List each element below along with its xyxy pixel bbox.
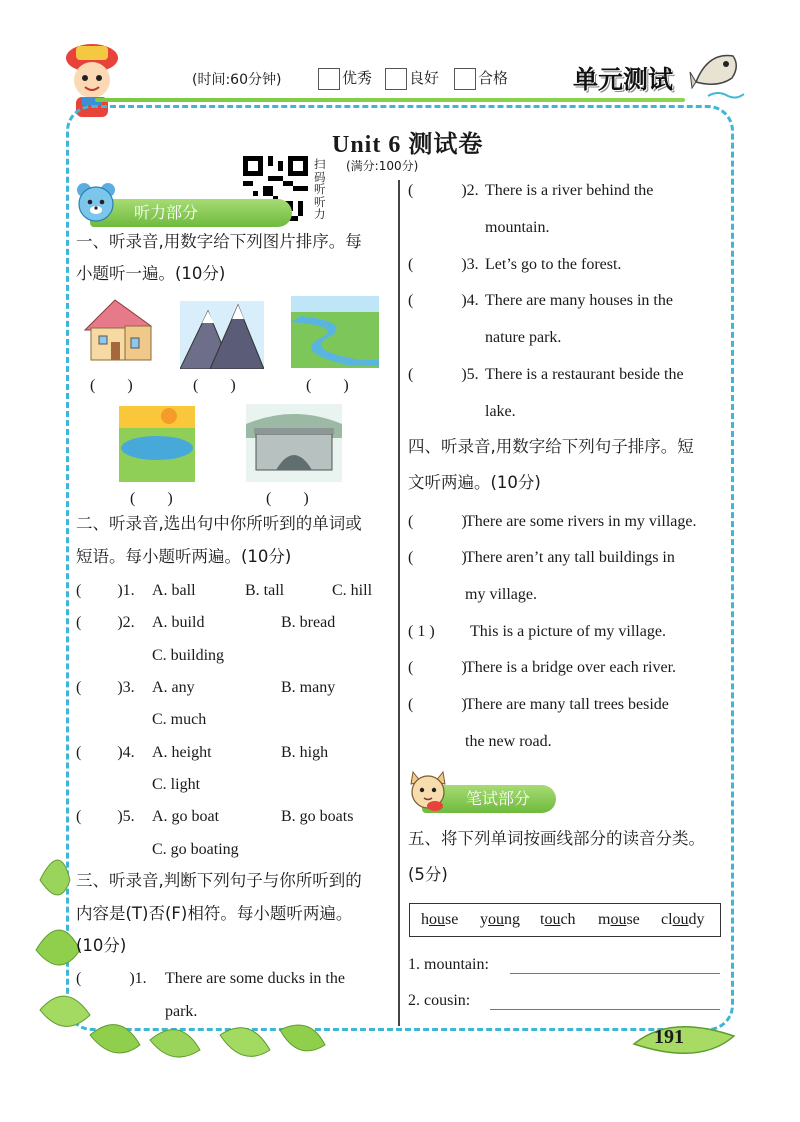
question-number[interactable]: ( )3. (408, 256, 479, 273)
unit-test-logo: 单元测试 (573, 65, 674, 94)
option-c[interactable]: C. light (152, 776, 201, 793)
question-number[interactable]: ( )5. (408, 366, 479, 383)
bear-mascot-icon (74, 180, 118, 224)
checkbox[interactable] (385, 68, 407, 90)
question-number[interactable]: ( )1. (76, 970, 147, 987)
question-number[interactable]: ( )4. (408, 292, 479, 309)
option-b[interactable]: B. many (281, 679, 336, 696)
listening-section-tag: 听力部分 (90, 199, 292, 227)
order-blank[interactable]: ( 1 ) (408, 623, 435, 640)
grade-label: 合格 (478, 69, 509, 87)
house-picture (79, 296, 159, 366)
option-c[interactable]: C. go boating (152, 841, 239, 858)
word-young: young (480, 911, 520, 928)
statement-text: lake. (485, 403, 516, 420)
checkbox[interactable] (318, 68, 340, 90)
order-blank[interactable]: ( ) (408, 696, 467, 713)
option-c[interactable]: C. much (152, 711, 207, 728)
mountain-picture (180, 301, 264, 369)
qr-label: 扫码听听力 (314, 157, 326, 221)
time-limit: (时间:60分钟) (192, 72, 282, 88)
sentence-text: This is a picture of my village. (470, 623, 666, 640)
sentence-text: There aren’t any tall buildings in (465, 549, 675, 566)
grade-good[interactable] (385, 67, 439, 90)
option-a[interactable]: A. build (152, 614, 205, 631)
question-number[interactable]: ( )3. (76, 679, 135, 696)
option-b[interactable]: B. high (281, 744, 329, 761)
question-number[interactable]: ( )2. (76, 614, 135, 631)
question-number[interactable]: ( )2. (408, 182, 479, 199)
statement-text: mountain. (485, 219, 550, 236)
sentence-text: There are many tall trees beside (465, 696, 669, 713)
option-a[interactable]: A. height (152, 744, 212, 761)
statement-text: There is a restaurant beside the (485, 366, 684, 383)
picture-answer-blank[interactable]: ( ) (306, 377, 349, 394)
statement-text: park. (165, 1003, 198, 1020)
page-number: 191 (654, 1026, 684, 1048)
sec1-heading-line1: 一、听录音,用数字给下列图片排序。每 (76, 232, 362, 251)
order-blank[interactable]: ( ) (408, 549, 467, 566)
option-c[interactable]: C. hill (332, 582, 373, 599)
cat-mascot-icon (405, 768, 451, 812)
statement-text: nature park. (485, 329, 562, 346)
answer-line[interactable] (490, 1009, 720, 1010)
writing-section-tag: 笔试部分 (422, 785, 556, 813)
sec5-heading-line1: 五、将下列单词按画线部分的读音分类。 (408, 829, 705, 848)
sec1-heading-line2: 小题听一遍。(10分) (76, 264, 226, 283)
statement-text: Let’s go to the forest. (485, 256, 622, 273)
option-a[interactable]: A. go boat (152, 808, 220, 825)
sec2-heading-line1: 二、听录音,选出句中你所听到的单词或 (76, 514, 362, 533)
picture-answer-blank[interactable]: ( ) (193, 377, 236, 394)
picture-answer-blank[interactable]: ( ) (266, 490, 309, 507)
statement-text: There are some ducks in the (165, 970, 345, 987)
grade-excellent[interactable] (318, 67, 372, 90)
order-blank[interactable]: ( ) (408, 659, 467, 676)
header-divider (95, 98, 685, 102)
full-score: (满分:100分) (346, 159, 419, 173)
word-cloudy: cloudy (661, 911, 705, 928)
sec3-heading-line1: 三、听录音,判断下列句子与你所听到的 (76, 871, 362, 890)
sec4-heading-line2: 文听两遍。(10分) (408, 473, 541, 492)
sentence-text: There are some rivers in my village. (465, 513, 697, 530)
order-blank[interactable]: ( ) (408, 513, 467, 530)
option-b[interactable]: B. tall (245, 582, 285, 599)
page-title: Unit 6 测试卷 (332, 132, 484, 158)
river-picture (291, 296, 379, 368)
question-number[interactable]: ( )1. (76, 582, 135, 599)
grade-label: 良好 (409, 69, 440, 87)
answer-line[interactable] (510, 973, 720, 974)
sec5-heading-line2: (5分) (408, 865, 448, 884)
checkbox[interactable] (454, 68, 476, 90)
bridge-picture (246, 404, 342, 482)
sentence-text: There is a bridge over each river. (465, 659, 677, 676)
fish-logo-icon (688, 42, 748, 102)
sec3-heading-line3: (10分) (76, 936, 127, 955)
sec2-heading-line2: 短语。每小题听两遍。(10分) (76, 547, 292, 566)
word-mouse: mouse (598, 911, 640, 928)
sentence-text: my village. (465, 586, 537, 603)
sentence-text: the new road. (465, 733, 552, 750)
classify-q2-label: 2. cousin: (408, 992, 471, 1009)
statement-text: There is a river behind the (485, 182, 654, 199)
grade-pass[interactable] (454, 67, 508, 90)
column-divider (398, 180, 400, 1026)
option-a[interactable]: A. any (152, 679, 195, 696)
lake-picture (119, 406, 195, 482)
grade-label: 优秀 (342, 69, 373, 87)
statement-text: There are many houses in the (485, 292, 673, 309)
option-a[interactable]: A. ball (152, 582, 196, 599)
sec3-heading-line2: 内容是(T)否(F)相符。每小题听两遍。 (76, 904, 353, 923)
word-touch: touch (540, 911, 576, 928)
option-c[interactable]: C. building (152, 647, 225, 664)
classify-q1-label: 1. mountain: (408, 956, 489, 973)
picture-answer-blank[interactable]: ( ) (130, 490, 173, 507)
word-house: house (421, 911, 459, 928)
question-number[interactable]: ( )4. (76, 744, 135, 761)
picture-answer-blank[interactable]: ( ) (90, 377, 133, 394)
option-b[interactable]: B. bread (281, 614, 336, 631)
option-b[interactable]: B. go boats (281, 808, 354, 825)
leaf-page-badge (630, 1014, 740, 1066)
sec4-heading-line1: 四、听录音,用数字给下列句子排序。短 (408, 437, 694, 456)
question-number[interactable]: ( )5. (76, 808, 135, 825)
